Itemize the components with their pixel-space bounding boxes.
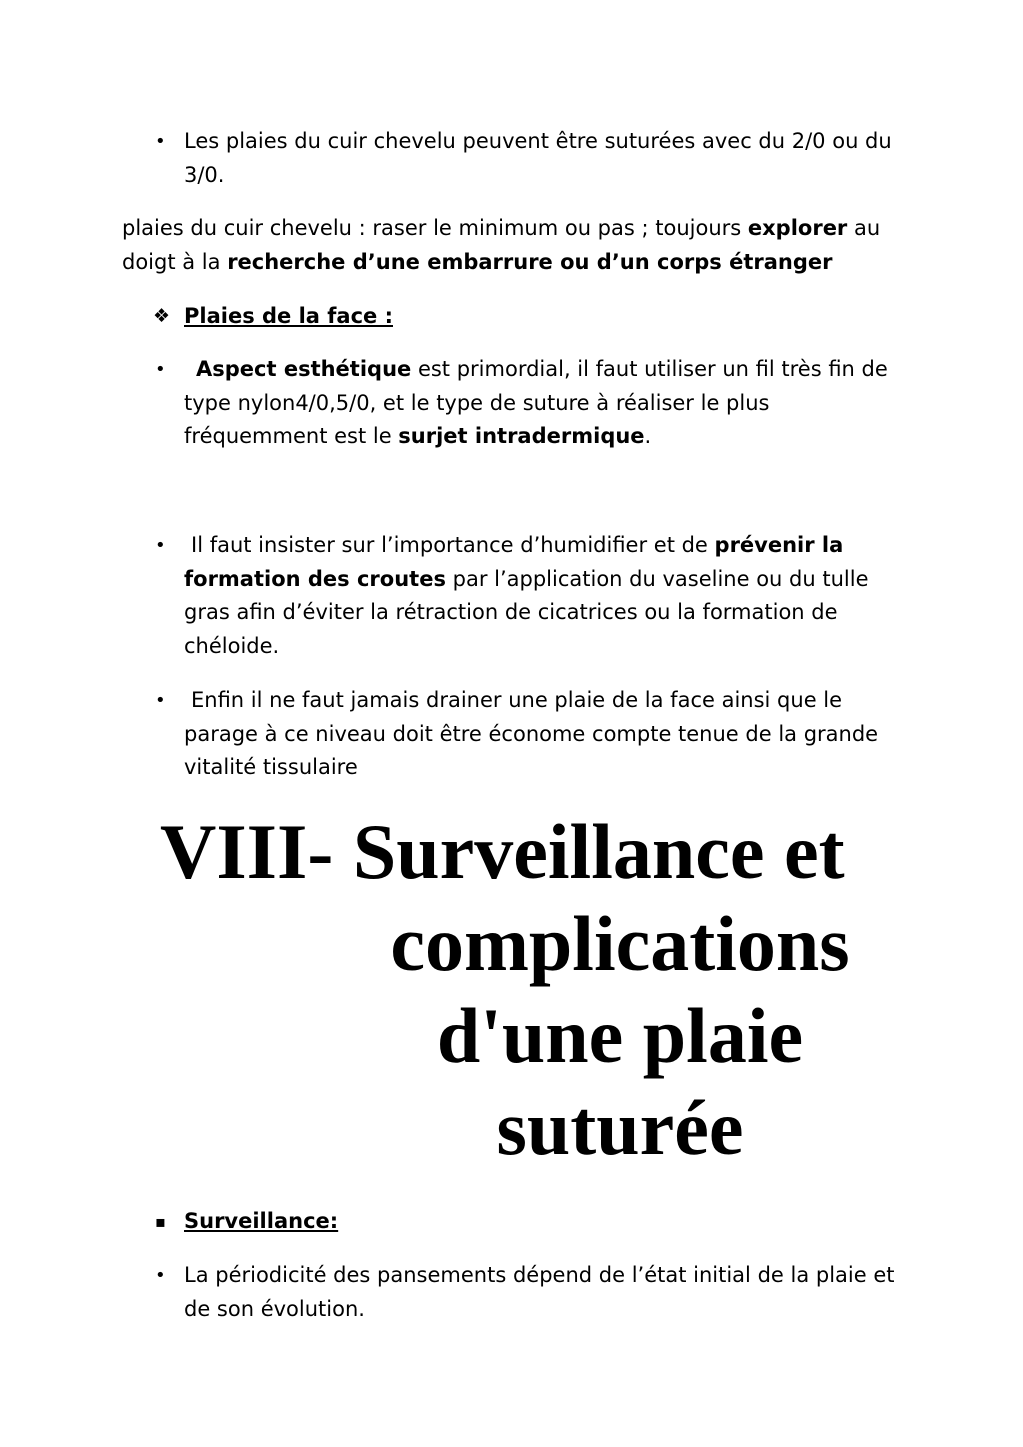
bold-prevenir: prévenir la formation des croutes: [184, 533, 844, 591]
section-title-line2: complications d'une plaie suturée: [390, 900, 850, 1171]
text-run: .: [644, 424, 652, 448]
text-run: au doigt à la: [122, 216, 881, 274]
bullet-dot-icon: •: [155, 1265, 166, 1286]
surveillance-heading-text: Surveillance:: [184, 1209, 339, 1233]
text-run: Enfin il ne faut jamais drainer une plaie de la face ainsi que le parage à ce niveau doit être économe compte tenue de la grande vitalité tissulaire: [184, 688, 879, 779]
bold-explorer: explorer: [747, 216, 848, 240]
bullet-dot-icon: •: [155, 131, 166, 152]
surveillance-heading: [184, 1205, 914, 1239]
section-title-line1: VIII- Surveillance et: [160, 808, 845, 895]
bold-aspect: Aspect esthétique: [196, 357, 412, 381]
bullet-dot-icon: •: [155, 690, 166, 711]
bullet-dot-icon: •: [155, 359, 166, 380]
face-heading-text: Plaies de la face :: [184, 304, 393, 328]
square-bullet-icon: ▪: [155, 1212, 166, 1231]
scalp-suture-item: Les plaies du cuir chevelu peuvent être suturées avec du 2/0 ou du 3/0.: [184, 129, 892, 187]
bold-recherche: recherche d’une embarrure ou d’un corps étranger: [227, 249, 833, 274]
section-title: [160, 806, 900, 1174]
text-run: est primordial, il faut utiliser un fil très fin de type nylon4/0,5/0, et le type de suture à réaliser le plus fréquemment est le: [184, 357, 888, 448]
text-run: plaies du cuir chevelu : raser le minimum ou pas ; toujours: [122, 216, 748, 240]
crusts-item: [184, 529, 914, 663]
dressings-item: La périodicité des pansements dépend de l’état initial de la plaie et de son évolution.: [184, 1263, 895, 1321]
aesthetic-item: [184, 353, 914, 454]
text-run: par l’application du vaseline ou du tulle gras afin d’éviter la rétraction de cicatrices ou la formation de chéloide.: [184, 566, 869, 658]
drain-item: [184, 684, 919, 785]
face-heading: [184, 300, 914, 334]
scalp-paragraph: [122, 212, 922, 279]
bold-surjet: surjet intradermique: [398, 424, 645, 448]
bullet-dot-icon: •: [155, 535, 166, 556]
diamond-bullet-icon: ❖: [153, 305, 171, 327]
text-run: Il faut insister sur l’importance d’humidifier et de: [191, 533, 715, 557]
